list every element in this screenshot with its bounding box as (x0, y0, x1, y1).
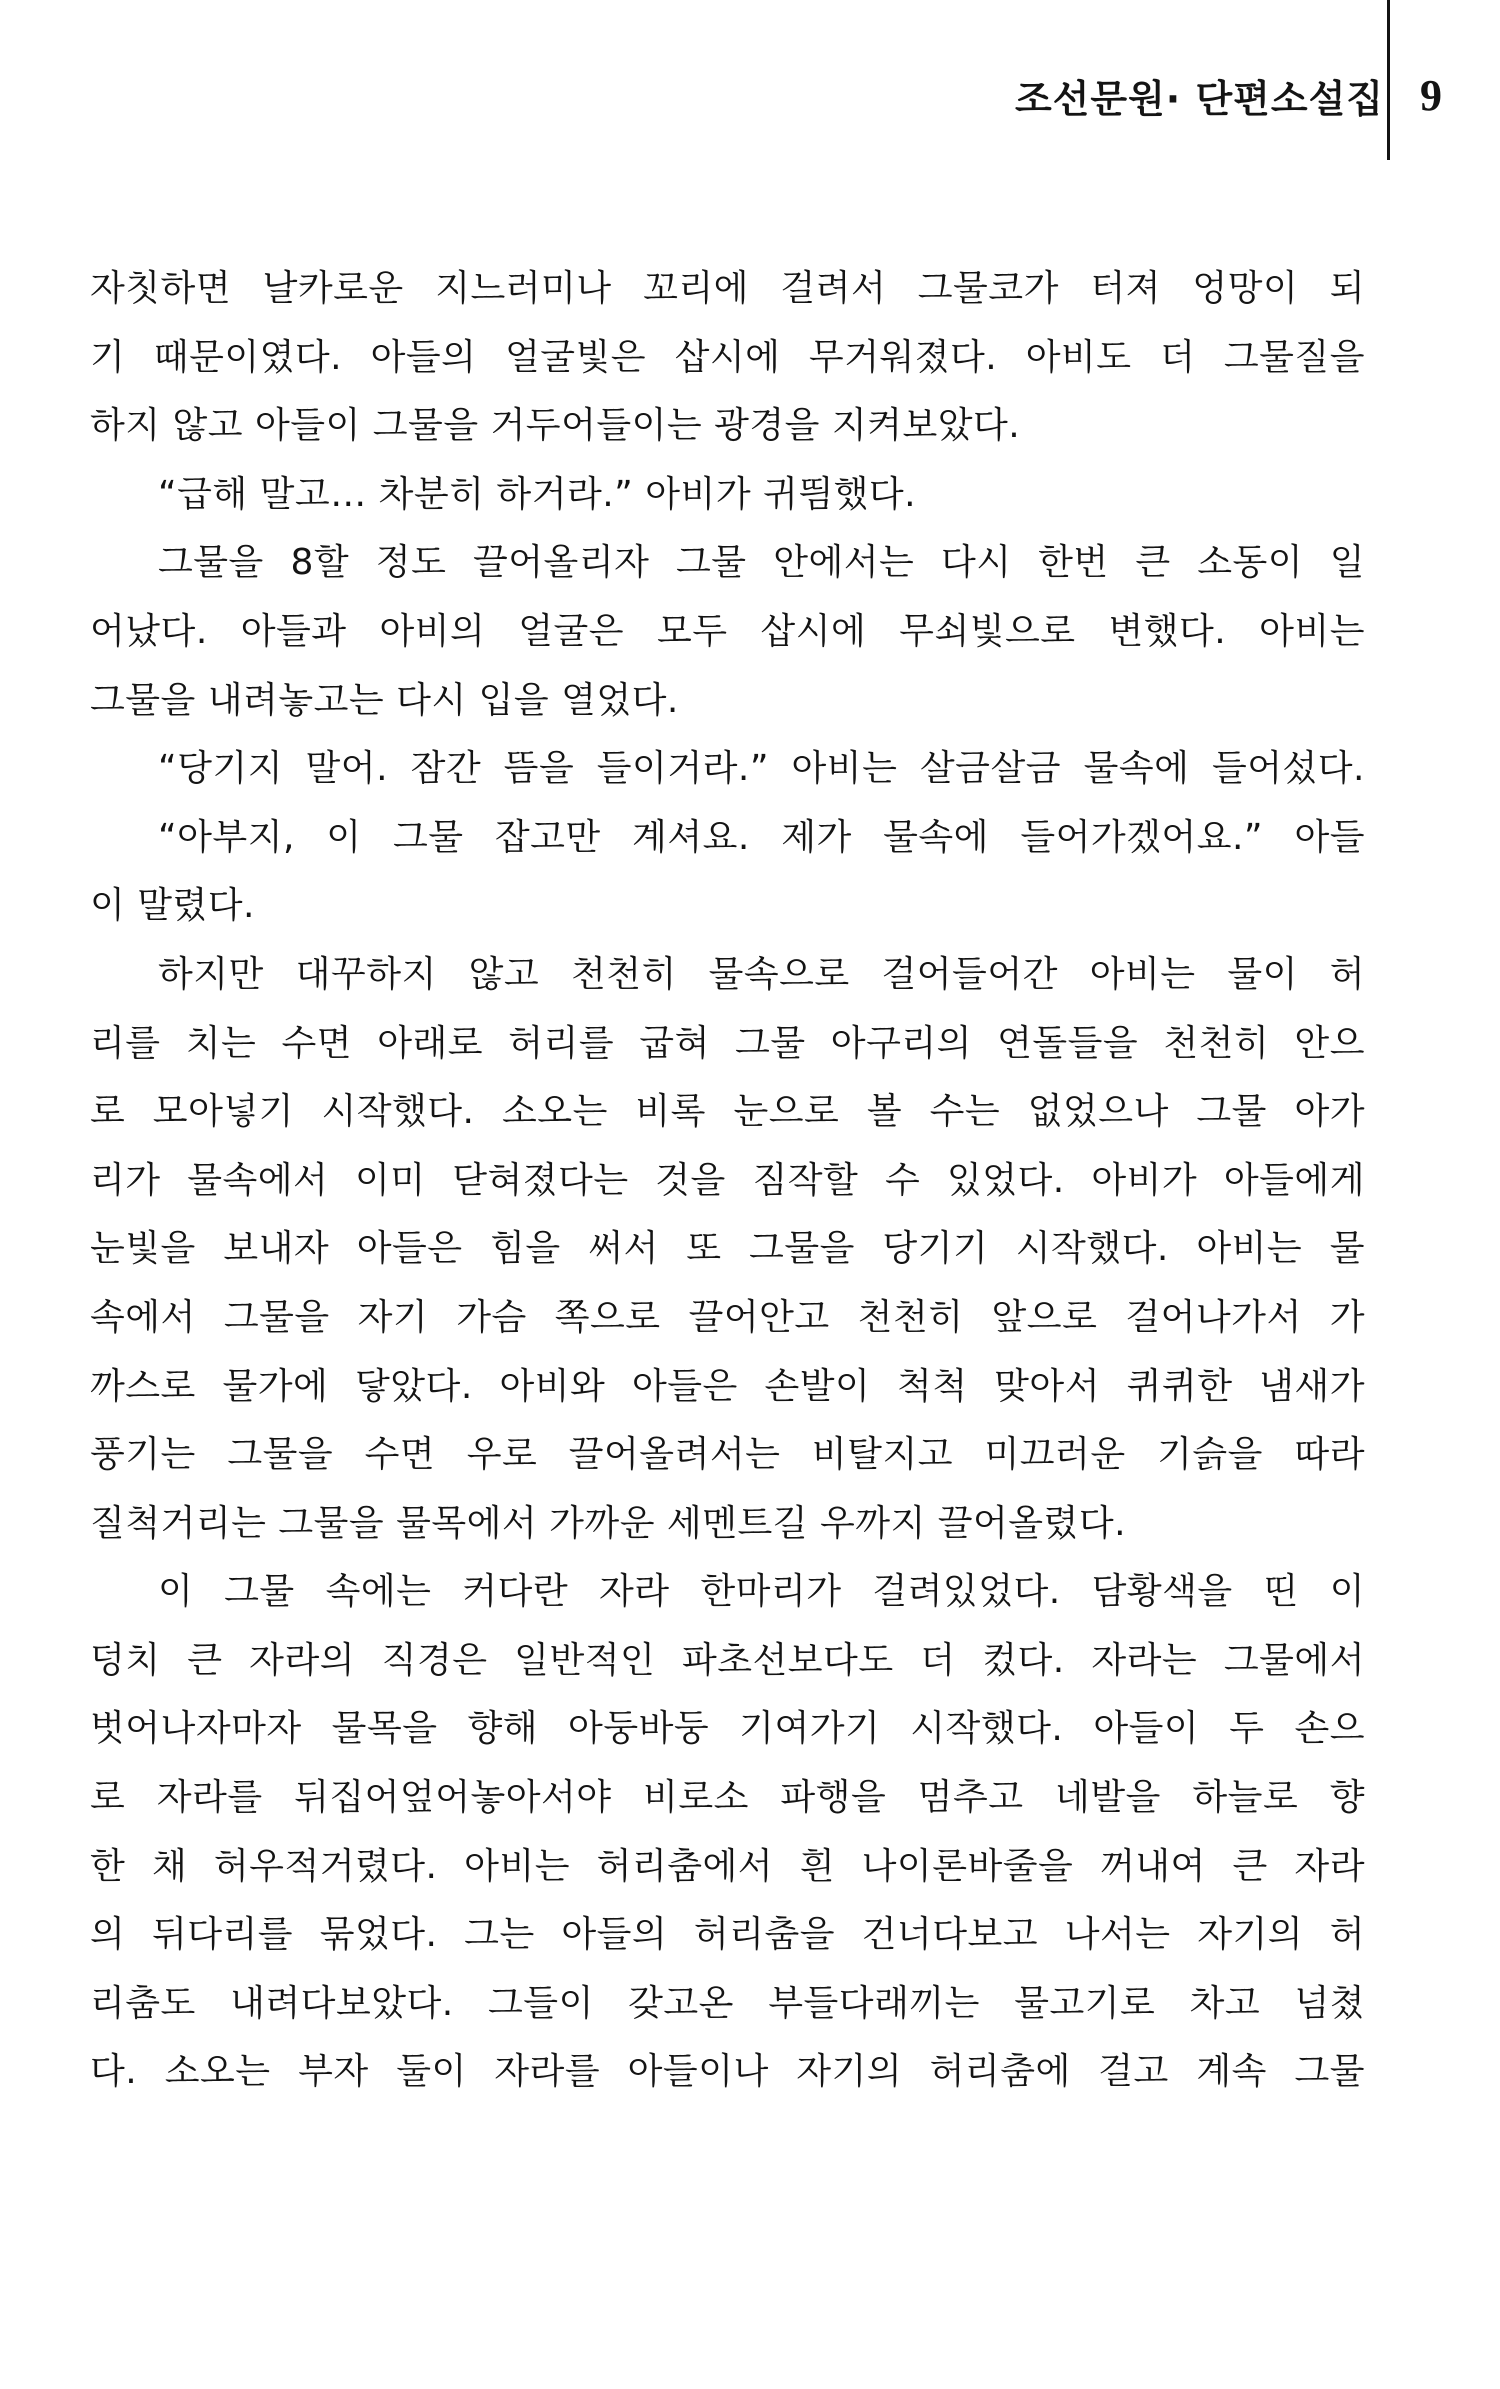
text-line: 속에서 그물을 자기 가슴 쪽으로 끌어안고 천천히 앞으로 걸어나가서 가 (90, 1296, 1365, 1338)
text-line: 리를 치는 수면 아래로 허리를 굽혀 그물 아구리의 연돌들을 천천히 안으 (90, 1022, 1365, 1064)
text-line: 까스로 물가에 닿았다. 아비와 아들은 손발이 척척 맞아서 퀴퀴한 냄새가 (90, 1365, 1365, 1407)
text-line: 한 채 허우적거렸다. 아비는 허리춤에서 흰 나이론바줄을 꺼내여 큰 자라 (90, 1845, 1365, 1887)
running-header (1015, 50, 1460, 140)
text-line: 자칫하면 날카로운 지느러미나 꼬리에 걸려서 그물코가 터져 엉망이 되 (90, 268, 1365, 309)
text-line: 리춤도 내려다보았다. 그들이 갖고온 부들다래끼는 물고기로 차고 넘쳤 (90, 1982, 1365, 2024)
text-line: 리가 물속에서 이미 닫혀졌다는 것을 짐작할 수 있었다. 아비가 아들에게 (90, 1159, 1365, 1201)
text-line: 로 자라를 뒤집어엎어놓아서야 비로소 파행을 멈추고 네발을 하늘로 향 (90, 1777, 1365, 1819)
text-line: 그물을 8할 정도 끌어올리자 그물 안에서는 다시 한번 큰 소동이 일 (158, 542, 1365, 584)
header-divider (1387, 0, 1390, 160)
text-line: “아부지, 이 그물 잡고만 계셔요. 제가 물속에 들어가겠어요.” 아들 (158, 816, 1365, 858)
text-line: 어났다. 아들과 아비의 얼굴은 모두 삽시에 무쇠빛으로 변했다. 아비는 (90, 610, 1365, 652)
page-number: 9 (1420, 70, 1442, 120)
text-line: 하지 않고 아들이 그물을 거두어들이는 광경을 지켜보았다. (90, 405, 1021, 447)
body-text (90, 255, 1365, 2107)
book-title: 조선문원· 단편소설집 (1014, 76, 1384, 121)
text-line: 이 말렸다. (90, 885, 255, 927)
text-line: 의 뒤다리를 묶었다. 그는 아들의 허리춤을 건너다보고 나서는 자기의 허 (90, 1914, 1365, 1956)
text-line: 눈빛을 보내자 아들은 힘을 써서 또 그물을 당기기 시작했다. 아비는 물 (90, 1228, 1365, 1270)
text-line: “당기지 말어. 잠간 뜸을 들이거라.” 아비는 살금살금 물속에 들어섰다. (158, 748, 1365, 790)
text-line: 다. 소오는 부자 둘이 자라를 아들이나 자기의 허리춤에 걸고 계속 그물 (90, 2051, 1365, 2093)
text-line: 덩치 큰 자라의 직경은 일반적인 파초선보다도 더 컸다. 자라는 그물에서 (90, 1639, 1365, 1681)
text-line: 이 그물 속에는 커다란 자라 한마리가 걸려있었다. 담황색을 띤 이 (158, 1571, 1365, 1613)
text-line: 벗어나자마자 물목을 향해 아둥바둥 기여가기 시작했다. 아들이 두 손으 (90, 1708, 1365, 1750)
text-line: 로 모아넣기 시작했다. 소오는 비록 눈으로 볼 수는 없었으나 그물 아가 (90, 1091, 1365, 1133)
text-line: 질척거리는 그물을 물목에서 가까운 세멘트길 우까지 끌어올렸다. (90, 1502, 1127, 1544)
text-line: 그물을 내려놓고는 다시 입을 열었다. (90, 679, 679, 721)
text-line: “급해 말고… 차분히 하거라.” 아비가 귀띔했다. (158, 473, 917, 515)
text-line: 하지만 대꾸하지 않고 천천히 물속으로 걸어들어간 아비는 물이 허 (158, 953, 1365, 995)
text-line: 기 때문이였다. 아들의 얼굴빛은 삽시에 무거워졌다. 아비도 더 그물질을 (90, 336, 1365, 378)
text-line: 풍기는 그물을 수면 우로 끌어올려서는 비탈지고 미끄러운 기슭을 따라 (90, 1434, 1365, 1476)
